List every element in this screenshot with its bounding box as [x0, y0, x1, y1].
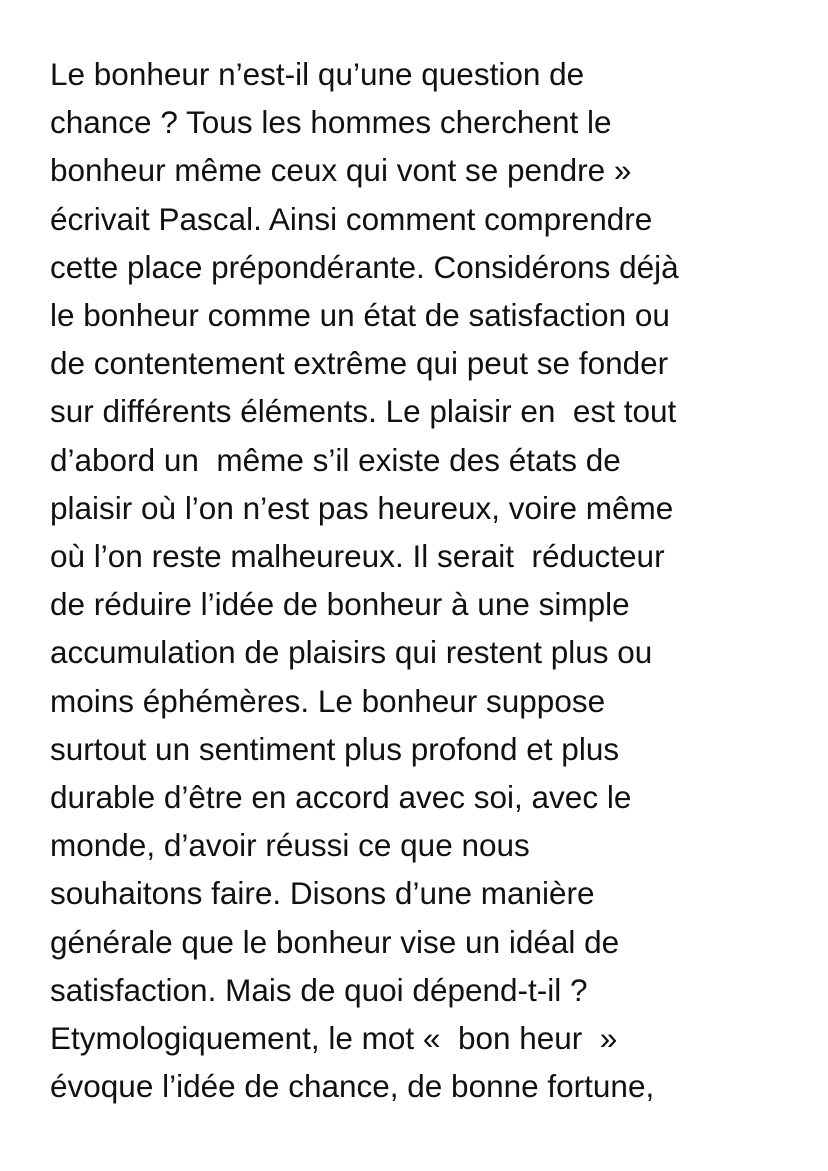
text-line: le bonheur comme un état de satisfaction ou: [50, 297, 670, 334]
text-line: évoque l’idée de chance, de bonne fortune,: [50, 1068, 655, 1105]
text-line: accumulation de plaisirs qui restent plus ou: [50, 634, 653, 671]
essay-paragraph: [50, 50, 820, 1110]
text-line: d’abord un même s’il existe des états de: [50, 441, 621, 478]
text-line: cette place prépondérante. Considérons déjà: [50, 248, 679, 285]
text-line: monde, d’avoir réussi ce que nous: [50, 827, 530, 864]
text-line: de contentement extrême qui peut se fonder: [50, 345, 669, 382]
text-line: durable d’être en accord avec soi, avec le: [50, 779, 632, 816]
text-line: moins éphémères. Le bonheur suppose: [50, 682, 606, 719]
text-line: où l’on reste malheureux. Il serait réducteur: [50, 538, 665, 575]
text-line: chance ? Tous les hommes cherchent le: [50, 104, 612, 141]
text-line: satisfaction. Mais de quoi dépend-t-il ?: [50, 971, 588, 1008]
text-line: de réduire l’idée de bonheur à une simple: [50, 586, 630, 623]
text-line: générale que le bonheur vise un idéal de: [50, 923, 620, 960]
text-line: souhaitons faire. Disons d’une manière: [50, 875, 595, 912]
text-line: Le bonheur n’est-il qu’une question de: [50, 56, 585, 92]
text-line: Etymologiquement, le mot « bon heur »: [50, 1020, 618, 1057]
text-line: bonheur même ceux qui vont se pendre »: [50, 152, 632, 189]
text-line: sur différents éléments. Le plaisir en est tout: [50, 393, 677, 430]
text-line: surtout un sentiment plus profond et plus: [50, 730, 620, 767]
text-line: plaisir où l’on n’est pas heureux, voire même: [50, 489, 674, 526]
text-line: écrivait Pascal. Ainsi comment comprendre: [50, 200, 653, 237]
